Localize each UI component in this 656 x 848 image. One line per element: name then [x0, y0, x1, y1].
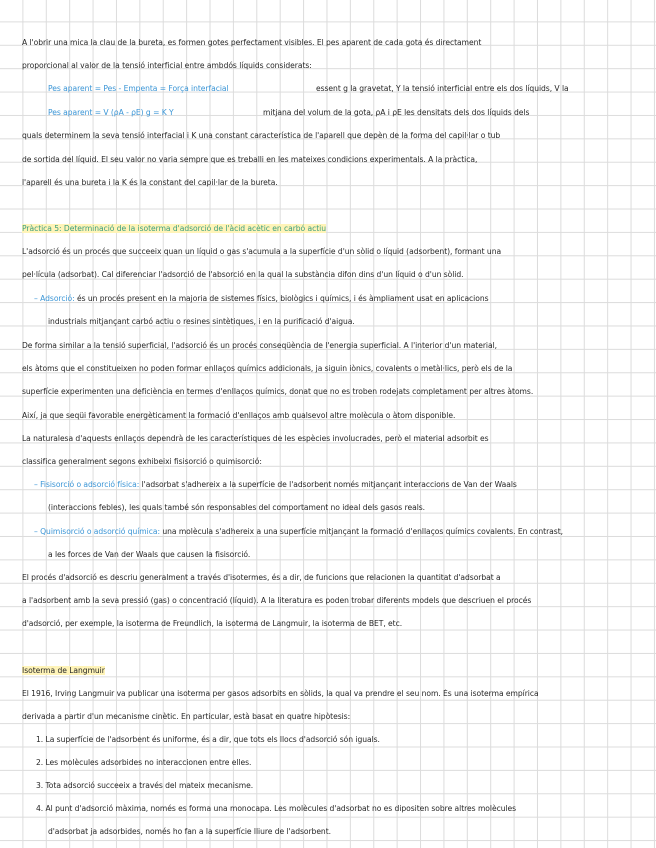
- bullet-quimisorcio-label: Quimisorció o adsorció química:: [40, 527, 160, 536]
- langmuir-heading: [22, 666, 646, 676]
- formula-line-2: [48, 108, 646, 118]
- list-item: 1. La superfície de l'adsorbent és uniforme, és a dir, que tots els llocs d'adsorció són iguals.: [36, 735, 380, 744]
- bullet-fisisorcio-cont: (interaccions febles), les quals també són responsables del comportament no ideal dels gasos reals.: [48, 503, 426, 512]
- section-5-heading: [22, 224, 646, 234]
- formula-line-2-text: mitjana del volum de la gota, ρA i ρE les densitats dels dos líquids dels: [263, 108, 530, 117]
- formula-force: Pes aparent = Pes - Empenta = Força interfacial: [48, 84, 229, 93]
- formula-line-1: [48, 84, 646, 94]
- intro-line-5: quals determinem la seva tensió interfacial i K una constant característica de l'aparell que depèn de la forma del capil·lar o tub: [22, 131, 501, 140]
- intro-line-2: proporcional al valor de la tensió interficial entre ambdós líquids considerats:: [22, 61, 312, 70]
- s5-line-9: El procés d'adsorció es descriu generalment a través d'isotermes, és a dir, de funcions que relacionen la quantitat d'adsorbat a: [22, 573, 501, 582]
- bullet-quimisorcio-text: una molècula s'adhereix a una superfície mitjançant la formació d'enllaços químics covalents. En contrast,: [162, 527, 563, 536]
- bullet-quimisorcio: – Quimisorció o adsorció química: una molècula s'adhereix a una superfície mitjançant la formació d'enllaços químics covalents. En contrast,: [34, 527, 563, 536]
- bullet-quimisorcio-cont: a les forces de Van der Waals que causen la fisisorció.: [48, 550, 251, 559]
- langmuir-title: Isoterma de Langmuir: [22, 666, 105, 675]
- list-item: 4. Al punt d'adsorció màxima, només es forma una monocapa. Les molècules d'adsorbat no es dipositen sobre altres molècules: [36, 804, 517, 813]
- list-item-cont: d'adsorbat ja adsorbides, només ho fan a la superfície lliure de l'adsorbent.: [48, 827, 331, 836]
- s5-line-6: Així, ja que seqüi favorable energèticament la formació d'enllaços amb qualsevol altre molècula o àtom disponible.: [22, 411, 456, 420]
- s5-line-2: pel·lícula (adsorbat). Cal diferenciar l'adsorció de l'absorció en la qual la substància difon dins d'un líquid o d'un sòlid.: [22, 270, 464, 279]
- intro-line-6: de sortida del líquid. El seu valor no varia sempre que es treballi en les mateixes condicions experimentals. A la pràctica,: [22, 155, 478, 164]
- s5-line-8: classifica generalment segons exhibeixi fisisorció o quimisorció:: [22, 457, 262, 466]
- list-item: 2. Les molècules adsorbides no interaccionen entre elles.: [36, 758, 252, 767]
- bullet-adsorcio-label: Adsorció:: [40, 294, 75, 303]
- s5-line-7: La naturalesa d'aquests enllaços dependrà de les característiques de les espècies involucrades, però el material adsorbit es: [22, 434, 489, 443]
- intro-line-1: A l'obrir una mica la clau de la bureta, es formen gotes perfectament visibles. El pes aparent de cada gota és directament: [22, 38, 482, 47]
- s5-line-4: els àtoms que el constitueixen no poden formar enllaços químics addicionals, ja siguin iònics, covalents o metàl·lics, però els de la: [22, 364, 513, 373]
- list-item: 3. Tota adsorció succeeix a través del mateix mecanisme.: [36, 781, 254, 790]
- s5-line-3: De forma similar a la tensió superficial, l'adsorció és un procés conseqüència de l'energia superficial. A l'interior d'un material,: [22, 341, 498, 350]
- langmuir-line-1: El 1916, Irving Langmuir va publicar una isoterma per gasos adsorbits en sòlids, la qual va prendre el seu nom. És una isoterma empírica: [22, 689, 539, 698]
- bullet-adsorcio-text: és un procés present en la majoria de sistemes físics, biològics i químics, i és àmpliament usat en aplicacions: [76, 294, 489, 303]
- s5-line-5: superfície experimenten una deficiència en termes d'enllaços químics, donat que no es troben rodejats completament per altres àtoms.: [22, 387, 534, 396]
- s5-line-11: d'adsorció, per exemple, la isoterma de Freundlich, la isoterma de Langmuir, la isoterma de BET, etc.: [22, 619, 403, 628]
- s5-line-10: a l'adsorbent amb la seva pressió (gas) o concentració (líquid). A la literatura es poden trobar diferents models que descriuen el procés: [22, 596, 532, 605]
- bullet-fisisorcio-text: l'adsorbat s'adhereix a la superfície de l'adsorbent només mitjançant interaccions de Van der Waals: [141, 480, 517, 489]
- bullet-fisisorcio-label: Fisisorció o adsorció física:: [40, 480, 140, 489]
- bullet-adsorcio: – Adsorció: és un procés present en la majoria de sistemes físics, biològics i químics, i és àmpliament usat en aplicacions: [34, 294, 489, 303]
- section-5-title: Pràctica 5: Determinació de la isoterma d'adsorció de l'àcid acètic en carbó actiu: [22, 224, 326, 233]
- intro-line-7: l'aparell és una bureta i la K és la constant del capil·lar de la bureta.: [22, 178, 278, 187]
- s5-line-1: L'adsorció és un procés que succeeix quan un líquid o gas s'acumula a la superfície d'un sòlid o líquid (adsorbent), formant una: [22, 247, 502, 256]
- bullet-adsorcio-cont: industrials mitjançant carbó actiu o resines sintètiques, i en la purificació d'aigua.: [48, 317, 355, 326]
- bullet-fisisorcio: – Fisisorció o adsorció física: l'adsorbat s'adhereix a la superfície de l'adsorbent només mitjançant interaccions de Van der Waals: [34, 480, 517, 489]
- langmuir-line-2: derivada a partir d'un mecanisme cinètic. En particular, està basat en quatre hipòtesis:: [22, 712, 351, 721]
- formula-weight: Pes aparent = V (ρA - ρE) g = K Y: [48, 108, 174, 117]
- formula-line-1-text: essent g la gravetat, Y la tensió interficial entre els dos líquids, V la: [316, 84, 569, 93]
